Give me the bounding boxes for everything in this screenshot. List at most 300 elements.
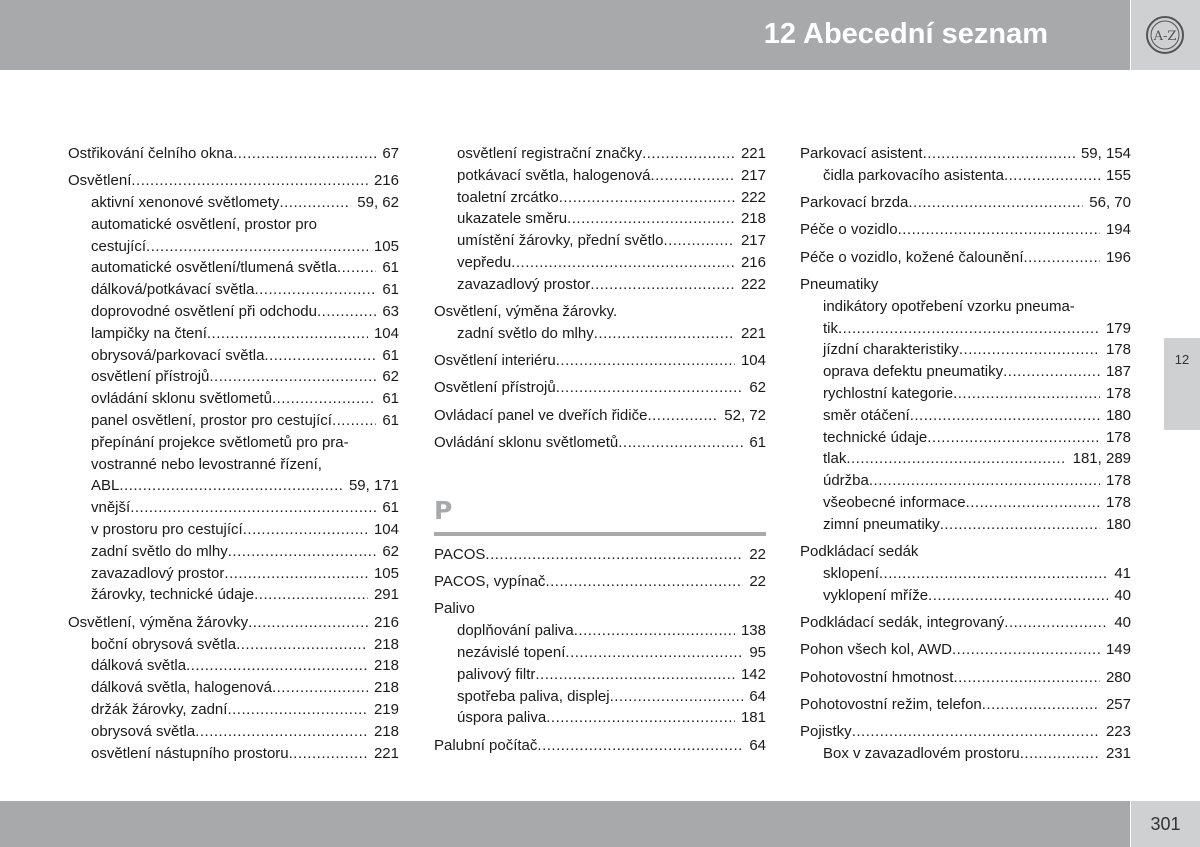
index-term: všeobecné informace	[823, 493, 966, 511]
dot-leader	[317, 301, 376, 323]
index-term: doplňování paliva	[457, 622, 574, 640]
index-page-ref: 142	[740, 665, 766, 683]
dot-leader	[337, 257, 376, 279]
index-page-ref: 40	[1114, 613, 1131, 631]
index-subline	[68, 497, 399, 519]
index-term: dálková světla	[91, 657, 187, 675]
index-term: Osvětlení, výměna žárovky	[68, 613, 249, 631]
index-page-ref: 196	[1105, 248, 1131, 266]
index-term: Box v zavazadlovém prostoru	[823, 744, 1020, 762]
index-subline	[68, 301, 399, 323]
index-page-ref: 216	[373, 172, 399, 190]
az-icon	[1145, 15, 1185, 55]
index-entry	[68, 170, 399, 606]
index-subline	[68, 432, 399, 454]
index-term: nezávislé topení	[457, 644, 566, 662]
index-entry	[800, 143, 1131, 187]
index-term: zadní světlo do mlhy	[91, 542, 228, 560]
index-term: technické údaje	[823, 428, 928, 446]
dot-leader	[966, 492, 1100, 514]
index-subline	[434, 642, 766, 664]
index-subline	[68, 563, 399, 585]
index-page-ref: 104	[373, 521, 399, 539]
index-entry	[68, 612, 399, 765]
index-term: panel osvětlení, prostor pro cestující	[91, 412, 332, 430]
index-line	[800, 143, 1131, 165]
dot-leader	[131, 170, 368, 192]
dot-leader	[565, 642, 743, 664]
page-footer	[0, 801, 1130, 847]
index-term: Pohotovostní režim, telefon	[800, 695, 982, 713]
index-subline	[434, 252, 766, 274]
index-term: vostranné nebo levostranné řízení,	[91, 455, 322, 473]
index-page-ref: 22	[749, 573, 766, 591]
index-line	[434, 405, 766, 427]
index-subline	[68, 519, 399, 541]
index-page-ref: 41	[1114, 564, 1131, 582]
index-page-ref: 155	[1105, 166, 1131, 184]
index-entry	[800, 721, 1131, 765]
index-term: zadní světlo do mlhy	[457, 324, 594, 342]
index-subline	[68, 584, 399, 606]
index-page-ref: 218	[373, 722, 399, 740]
dot-leader	[982, 694, 1100, 716]
dot-leader	[567, 208, 735, 230]
index-page-ref: 61	[382, 499, 399, 517]
index-column-2	[434, 143, 766, 757]
index-term: PACOS, vypínač	[434, 573, 546, 591]
index-page-ref: 40	[1114, 586, 1131, 604]
index-subline	[434, 686, 766, 708]
index-line	[434, 350, 766, 372]
index-line	[68, 143, 399, 165]
index-term: palivový filtr	[457, 665, 536, 683]
dot-leader	[537, 735, 743, 757]
index-term: zavazadlový prostor	[91, 564, 225, 582]
index-page-ref: 218	[373, 635, 399, 653]
index-subline	[800, 165, 1131, 187]
index-page-ref: 105	[373, 237, 399, 255]
index-subline	[68, 366, 399, 388]
dot-leader	[254, 584, 368, 606]
chapter-side-tab-number: 12	[1174, 352, 1190, 367]
index-page-ref: 105	[373, 564, 399, 582]
dot-leader	[650, 165, 735, 187]
index-entry	[800, 694, 1131, 716]
index-term: Péče o vozidlo	[800, 221, 898, 239]
dot-leader	[959, 339, 1100, 361]
index-page-ref: 217	[740, 166, 766, 184]
page-header	[0, 0, 1130, 70]
dot-leader	[264, 345, 376, 367]
dot-leader	[207, 323, 368, 345]
index-entry	[800, 219, 1131, 241]
index-subline	[434, 664, 766, 686]
dot-leader	[642, 143, 735, 165]
index-term: obrysová světla	[91, 722, 196, 740]
index-subline	[434, 143, 766, 165]
index-subline	[434, 187, 766, 209]
index-term: v prostoru pro cestující	[91, 521, 243, 539]
index-subline	[68, 214, 399, 236]
dot-leader	[130, 497, 376, 519]
index-page-ref: 62	[749, 379, 766, 397]
index-line	[434, 571, 766, 593]
index-entry	[800, 639, 1131, 661]
index-page-ref: 180	[1105, 406, 1131, 424]
index-page-ref: 280	[1105, 668, 1131, 686]
index-subline	[800, 361, 1131, 383]
index-term: vnější	[91, 499, 131, 517]
index-subline	[800, 492, 1131, 514]
index-line	[434, 598, 766, 620]
chapter-title: 12 Abecední seznam	[763, 18, 1048, 50]
index-subline	[800, 339, 1131, 361]
index-page-ref: 219	[373, 700, 399, 718]
dot-leader	[272, 388, 376, 410]
index-page-ref: 67	[382, 145, 399, 162]
index-term: držák žárovky, zadní	[91, 700, 228, 718]
index-page-ref: 62	[382, 542, 399, 560]
index-term: Osvětlení	[68, 172, 132, 190]
dot-leader	[556, 377, 744, 399]
index-line	[800, 192, 1131, 214]
index-page-ref: 187	[1105, 363, 1131, 381]
index-entry	[434, 544, 766, 566]
dot-leader	[953, 667, 1100, 689]
index-page-ref: 56, 70	[1089, 194, 1131, 212]
index-entry	[68, 143, 399, 165]
index-subline	[68, 743, 399, 765]
index-entry	[434, 432, 766, 454]
dot-leader	[119, 475, 343, 497]
index-line	[434, 544, 766, 566]
index-term: jízdní charakteristiky	[823, 341, 959, 359]
dot-leader	[928, 585, 1108, 607]
index-term: obrysová/parkovací světla	[91, 346, 265, 364]
index-page-ref: 178	[1105, 472, 1131, 490]
dot-leader	[195, 721, 368, 743]
index-entry	[434, 735, 766, 757]
index-page-ref: 180	[1105, 515, 1131, 533]
index-entry	[800, 667, 1131, 689]
index-term: Pohotovostní hmotnost	[800, 668, 954, 686]
index-subline	[800, 470, 1131, 492]
index-term: Ostřikování čelního okna	[68, 145, 234, 162]
index-subline	[434, 274, 766, 296]
index-subline	[434, 165, 766, 187]
index-column-2-top	[434, 143, 766, 454]
index-subline	[68, 634, 399, 656]
index-subline	[68, 721, 399, 743]
index-term: rychlostní kategorie	[823, 384, 954, 402]
index-page-ref: 178	[1105, 384, 1131, 402]
index-term: osvětlení nástupního prostoru	[91, 744, 289, 762]
index-term: ukazatele směru	[457, 210, 568, 228]
index-subline	[800, 405, 1131, 427]
index-term: Palubní počítač	[434, 736, 538, 754]
index-term: oprava defektu pneumatiky	[823, 363, 1004, 381]
index-entry	[800, 192, 1131, 214]
dot-leader	[289, 743, 368, 765]
dot-leader	[254, 279, 376, 301]
index-page-ref: 149	[1105, 641, 1131, 659]
index-term: tlak	[823, 450, 847, 468]
dot-leader	[1004, 165, 1100, 187]
index-entry	[434, 571, 766, 593]
index-page-ref: 61	[382, 390, 399, 408]
index-term: zavazadlový prostor	[457, 275, 591, 293]
index-subline	[800, 427, 1131, 449]
index-subline	[68, 677, 399, 699]
dot-leader	[590, 274, 735, 296]
index-term: aktivní xenonové světlomety	[91, 194, 280, 212]
index-term: potkávací světla, halogenová	[457, 166, 651, 184]
dot-leader	[186, 655, 368, 677]
index-subline	[434, 208, 766, 230]
index-line	[434, 301, 766, 323]
index-page-ref: 194	[1105, 221, 1131, 239]
index-page-ref: 104	[373, 324, 399, 342]
index-page-ref: 59, 154	[1080, 145, 1131, 162]
index-subline	[68, 475, 399, 497]
index-page-ref: 62	[382, 368, 399, 386]
dot-leader	[559, 187, 735, 209]
index-page-ref: 222	[740, 188, 766, 206]
dot-leader	[146, 236, 368, 258]
dot-leader	[610, 686, 744, 708]
index-term: vyklopení mříže	[823, 586, 929, 604]
index-term: zimní pneumatiky	[823, 515, 940, 533]
index-entry	[434, 350, 766, 372]
dot-leader	[209, 366, 376, 388]
index-term: údržba	[823, 472, 869, 490]
index-term: úspora paliva	[457, 709, 547, 727]
dot-leader	[332, 410, 376, 432]
index-page-ref: 64	[749, 736, 766, 754]
index-subline	[800, 514, 1131, 536]
index-line	[800, 274, 1131, 296]
index-page-ref: 216	[373, 613, 399, 631]
index-term: Pojistky	[800, 723, 852, 741]
index-subline	[68, 236, 399, 258]
index-subline	[68, 279, 399, 301]
index-page-ref: 221	[740, 145, 766, 162]
dot-leader	[663, 230, 734, 252]
index-line	[434, 377, 766, 399]
index-line	[800, 541, 1131, 563]
index-term: směr otáčení	[823, 406, 910, 424]
index-term: automatické osvětlení, prostor pro	[91, 215, 317, 233]
index-line	[68, 170, 399, 192]
index-term: dálková/potkávací světla	[91, 281, 255, 299]
dot-leader	[647, 405, 718, 427]
index-page-ref: 138	[740, 622, 766, 640]
index-subline	[800, 743, 1131, 765]
index-page-ref: 291	[373, 586, 399, 604]
index-line	[68, 612, 399, 634]
index-page-ref: 221	[740, 324, 766, 342]
index-page-ref: 95	[749, 644, 766, 662]
dot-leader	[485, 544, 743, 566]
index-page-ref: 181, 289	[1072, 450, 1131, 468]
index-subline	[800, 585, 1131, 607]
index-entry	[800, 247, 1131, 269]
index-term: Parkovací brzda	[800, 194, 909, 212]
index-term: vepředu	[457, 253, 512, 271]
index-term: žárovky, technické údaje	[91, 586, 255, 604]
dot-leader	[546, 707, 735, 729]
dot-leader	[248, 612, 368, 634]
az-badge	[1131, 0, 1200, 70]
dot-leader	[908, 192, 1083, 214]
dot-leader	[846, 448, 1066, 470]
dot-leader	[852, 721, 1100, 743]
index-subline	[68, 541, 399, 563]
index-term: čidla parkovacího asistenta	[823, 166, 1004, 184]
index-line	[800, 247, 1131, 269]
index-term: Osvětlení, výměna žárovky.	[434, 303, 618, 321]
index-subline	[68, 345, 399, 367]
index-page-ref: 179	[1105, 319, 1131, 337]
index-page-ref: 231	[1105, 744, 1131, 762]
dot-leader	[272, 677, 368, 699]
index-term: automatické osvětlení/tlumená světla	[91, 259, 337, 277]
index-line	[434, 735, 766, 757]
index-term: lampičky na čtení	[91, 324, 207, 342]
dot-leader	[910, 405, 1100, 427]
index-term: sklopení	[823, 564, 879, 582]
index-entry	[434, 143, 766, 296]
chapter-side-tab	[1164, 338, 1200, 430]
dot-leader	[594, 323, 735, 345]
index-page-ref: 181	[740, 709, 766, 727]
index-page-ref: 52, 72	[724, 406, 766, 424]
index-subline	[434, 230, 766, 252]
index-page-ref: 257	[1105, 695, 1131, 713]
index-subline	[68, 655, 399, 677]
index-entry	[800, 274, 1131, 536]
index-subline	[68, 192, 399, 214]
dot-leader	[535, 664, 735, 686]
index-term: dálková světla, halogenová	[91, 679, 272, 697]
index-entry	[434, 377, 766, 399]
index-term: přepínání projekce světlometů pro pra-	[91, 433, 349, 451]
dot-leader	[879, 563, 1108, 585]
index-subline	[68, 388, 399, 410]
index-subline	[68, 454, 399, 476]
index-term: Osvětlení interiéru	[434, 352, 556, 370]
letter-heading-text: P	[434, 495, 453, 525]
index-term: tik	[823, 319, 838, 337]
index-subline	[800, 563, 1131, 585]
index-page-ref: 223	[1105, 723, 1131, 741]
index-term: Péče o vozidlo, kožené čalounění	[800, 248, 1024, 266]
index-term: ovládání sklonu světlometů	[91, 390, 272, 408]
index-column-3	[800, 143, 1131, 765]
dot-leader	[923, 143, 1075, 165]
index-term: doprovodné osvětlení při odchodu	[91, 303, 317, 321]
index-line	[800, 219, 1131, 241]
index-term: Podkládací sedák, integrovaný	[800, 613, 1005, 631]
index-page-ref: 61	[382, 259, 399, 277]
index-term: osvětlení přístrojů	[91, 368, 210, 386]
index-subline	[68, 257, 399, 279]
index-page-ref: 218	[373, 679, 399, 697]
index-term: Ovládací panel ve dveřích řidiče	[434, 406, 648, 424]
index-page-ref: 178	[1105, 341, 1131, 359]
index-page-ref: 221	[373, 744, 399, 762]
index-term: cestující	[91, 237, 147, 255]
index-subline	[434, 323, 766, 345]
index-term: osvětlení registrační značky	[457, 145, 643, 162]
index-subline	[800, 296, 1131, 318]
az-badge-text: A-Z	[1153, 29, 1177, 44]
index-subline	[68, 699, 399, 721]
index-page-ref: 216	[740, 253, 766, 271]
index-column-1	[68, 143, 399, 764]
index-subline	[800, 318, 1131, 340]
index-page-ref: 61	[382, 346, 399, 364]
index-page-ref: 217	[740, 232, 766, 250]
dot-leader	[953, 383, 1100, 405]
index-page-ref: 59, 62	[357, 194, 399, 212]
index-term: Ovládání sklonu světlometů	[434, 434, 619, 452]
letter-heading	[434, 496, 766, 536]
index-term: PACOS	[434, 545, 486, 563]
index-line	[800, 639, 1131, 661]
dot-leader	[243, 519, 368, 541]
index-term: umístění žárovky, přední světlo	[457, 232, 664, 250]
dot-leader	[236, 634, 368, 656]
dot-leader	[898, 219, 1100, 241]
index-page-ref: 178	[1105, 428, 1131, 446]
index-entry	[434, 405, 766, 427]
dot-leader	[940, 514, 1100, 536]
dot-leader	[511, 252, 735, 274]
dot-leader	[1004, 612, 1108, 634]
index-subline	[434, 707, 766, 729]
dot-leader	[618, 432, 743, 454]
index-entry	[434, 598, 766, 729]
index-line	[434, 432, 766, 454]
dot-leader	[869, 470, 1100, 492]
index-page-ref: 22	[749, 545, 766, 563]
index-term: Pohon všech kol, AWD	[800, 641, 953, 659]
index-page-ref: 64	[749, 687, 766, 705]
dot-leader	[233, 143, 376, 165]
dot-leader	[1023, 247, 1099, 269]
dot-leader	[1020, 743, 1100, 765]
index-term: indikátory opotřebení vzorku pneuma-	[823, 297, 1075, 315]
index-line	[800, 667, 1131, 689]
index-term: ABL	[91, 477, 120, 495]
index-line	[800, 721, 1131, 743]
index-term: toaletní zrcátko	[457, 188, 559, 206]
index-page-ref: 61	[749, 434, 766, 452]
index-line	[800, 694, 1131, 716]
index-subline	[800, 383, 1131, 405]
dot-leader	[227, 699, 368, 721]
dot-leader	[224, 563, 368, 585]
index-page-ref: 218	[373, 657, 399, 675]
index-subline	[434, 620, 766, 642]
index-subline	[800, 448, 1131, 470]
index-page-ref: 104	[740, 352, 766, 370]
index-subline	[68, 323, 399, 345]
index-subline	[68, 410, 399, 432]
index-line	[800, 612, 1131, 634]
